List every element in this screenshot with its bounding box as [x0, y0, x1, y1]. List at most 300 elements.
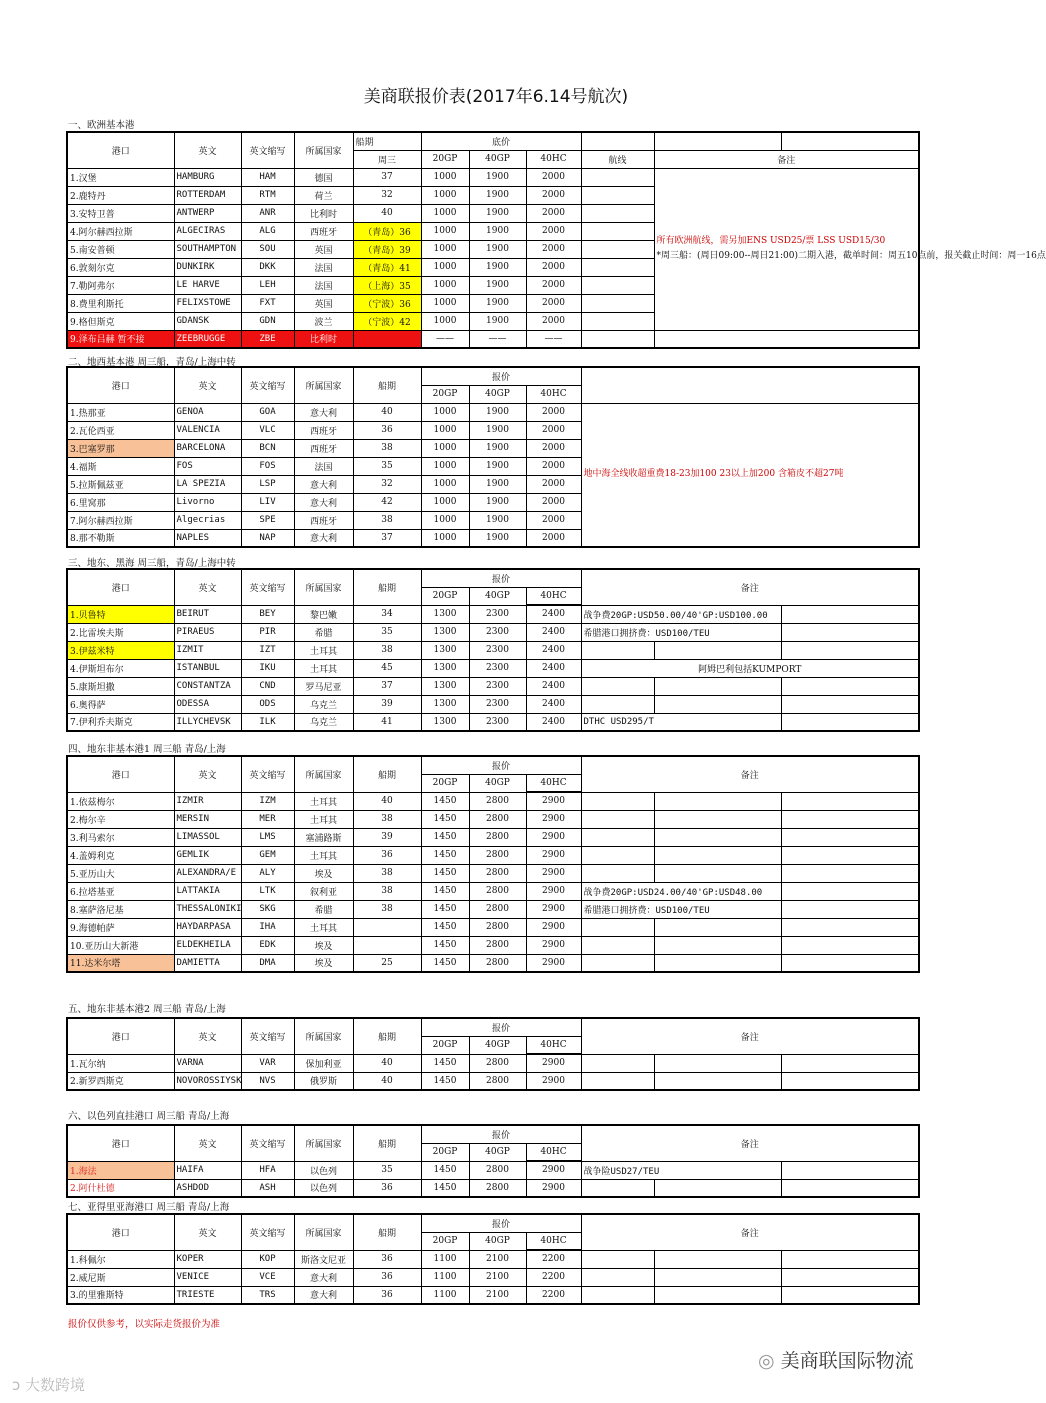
price-cell: 1000 — [421, 276, 469, 294]
port-english: LATTAKIA — [174, 882, 241, 900]
table-row — [67, 864, 919, 882]
price-cell: 2900 — [526, 936, 581, 954]
port-name: 5.康斯坦撒 — [67, 677, 174, 695]
sailing-days: 25 — [353, 954, 421, 972]
price-cell: 1900 — [469, 529, 526, 547]
port-english: VENICE — [174, 1268, 241, 1286]
port-country: 黎巴嫩 — [294, 605, 353, 623]
sailing-days: 40 — [353, 1072, 421, 1090]
price-cell: 1900 — [469, 204, 526, 222]
port-country: 比利时 — [294, 204, 353, 222]
table-row — [67, 623, 919, 641]
port-country: 埃及 — [294, 936, 353, 954]
col-remark: 备注 — [581, 569, 919, 605]
remark-cell-empty — [654, 918, 781, 936]
port-english: ALEXANDRA/E — [174, 864, 241, 882]
col-abbr: 英文缩写 — [241, 1018, 294, 1054]
port-name: 2.瓦伦西亚 — [67, 421, 174, 439]
brand-label: ◎ 美商联国际物流 — [758, 1350, 914, 1372]
table-row — [67, 1250, 919, 1268]
adriatic-table — [66, 1213, 920, 1305]
port-name: 5.亚历山大 — [67, 864, 174, 882]
table-row — [67, 936, 919, 954]
remark-cell-empty — [781, 828, 919, 846]
table-row — [67, 713, 919, 731]
port-code: BCN — [241, 439, 294, 457]
port-english: ODESSA — [174, 695, 241, 713]
table-row — [67, 659, 919, 677]
col-20gp: 20GP — [421, 1232, 469, 1250]
east-med-africa-1-table — [66, 755, 920, 973]
port-name: 11.达米尔塔 — [67, 954, 174, 972]
col-40hc: 40HC — [526, 1036, 581, 1054]
price-cell: 1000 — [421, 421, 469, 439]
table-row — [67, 918, 919, 936]
sailing-days: 45 — [353, 659, 421, 677]
port-country: 土耳其 — [294, 810, 353, 828]
port-english: DAMIETTA — [174, 954, 241, 972]
port-name: 6.里窝那 — [67, 493, 174, 511]
col-abbr: 英文缩写 — [241, 756, 294, 792]
port-country: 法国 — [294, 258, 353, 276]
port-code: KOP — [241, 1250, 294, 1268]
col-40hc: 40HC — [526, 1143, 581, 1161]
price-cell: 2000 — [526, 403, 581, 421]
remark-cell-empty — [654, 1179, 781, 1197]
price-cell: 2900 — [526, 864, 581, 882]
route-cell — [581, 222, 654, 240]
col-sailing: 船期 — [353, 569, 421, 605]
price-cell: 2900 — [526, 1179, 581, 1197]
remark-cell-empty — [581, 936, 654, 954]
port-name: 1.汉堡 — [67, 168, 174, 186]
price-cell: 2000 — [526, 529, 581, 547]
port-country: 乌克兰 — [294, 695, 353, 713]
port-code: IKU — [241, 659, 294, 677]
price-cell: 2000 — [526, 258, 581, 276]
port-country: 埃及 — [294, 864, 353, 882]
disclaimer-note: 报价仅供参考，以实际走货报价为准 — [68, 1319, 221, 1330]
price-cell: 2900 — [526, 1161, 581, 1179]
section-5-heading: 五、地东非基本港2 周三船 青岛/上海 — [68, 1004, 226, 1015]
port-country: 土耳其 — [294, 641, 353, 659]
port-code: VCE — [241, 1268, 294, 1286]
port-code: BEY — [241, 605, 294, 623]
col-20gp: 20GP — [421, 1036, 469, 1054]
remark-cell-empty — [654, 792, 781, 810]
route-cell — [581, 312, 654, 330]
sailing-days: 36 — [353, 1268, 421, 1286]
remark-cell: 战争费20GP:USD24.00/40'GP:USD48.00 — [581, 882, 781, 900]
col-english: 英文 — [174, 569, 241, 605]
port-english: BARCELONA — [174, 439, 241, 457]
port-code: CND — [241, 677, 294, 695]
table-row — [67, 695, 919, 713]
port-english: GDANSK — [174, 312, 241, 330]
price-cell: 2000 — [526, 493, 581, 511]
remark-cell: 阿姆巴利包括KUMPORT — [581, 659, 919, 677]
port-name: 2.新罗西斯克 — [67, 1072, 174, 1090]
price-cell: 1000 — [421, 222, 469, 240]
port-country: 以色列 — [294, 1179, 353, 1197]
remark-cell-empty — [781, 846, 919, 864]
price-cell: 1300 — [421, 623, 469, 641]
price-cell: 1000 — [421, 204, 469, 222]
section-2-heading: 二、地西基本港 周三船，青岛/上海中转 — [68, 357, 236, 368]
remark-cell-empty — [654, 695, 781, 713]
port-code: LMS — [241, 828, 294, 846]
col-port: 港口 — [67, 367, 174, 403]
sailing-days: 36 — [353, 1286, 421, 1304]
col-sailing: 船期 — [353, 367, 421, 403]
port-name: 1.贝鲁特 — [67, 605, 174, 623]
port-code: ANR — [241, 204, 294, 222]
price-cell: 1900 — [469, 421, 526, 439]
remark-cell: 战争费20GP:USD50.00/40'GP:USD100.00 — [581, 605, 781, 623]
price-cell: 1900 — [469, 312, 526, 330]
price-cell: 1450 — [421, 846, 469, 864]
price-cell: 2000 — [526, 276, 581, 294]
port-english: HAMBURG — [174, 168, 241, 186]
port-english: Algecrias — [174, 511, 241, 529]
sailing-days: 41 — [353, 713, 421, 731]
remark-cell-empty — [781, 792, 919, 810]
price-cell: 2400 — [526, 659, 581, 677]
port-code: DKK — [241, 258, 294, 276]
col-abbr: 英文缩写 — [241, 1125, 294, 1161]
remark-cell-empty — [781, 713, 919, 731]
port-code: SPE — [241, 511, 294, 529]
col-20gp: 20GP — [421, 774, 469, 792]
port-country: 土耳其 — [294, 918, 353, 936]
col-abbr: 英文缩写 — [241, 569, 294, 605]
col-20gp: 20GP — [421, 587, 469, 605]
price-cell: 2000 — [526, 312, 581, 330]
port-name: 2.比雷埃夫斯 — [67, 623, 174, 641]
port-name: 2.阿什杜德 — [67, 1179, 174, 1197]
sailing-days — [353, 330, 421, 348]
price-cell: 2000 — [526, 222, 581, 240]
port-english: VARNA — [174, 1054, 241, 1072]
remark-cell-empty — [781, 954, 919, 972]
col-abbr: 英文缩写 — [241, 1214, 294, 1250]
sailing-days: 37 — [353, 168, 421, 186]
col-country: 所属国家 — [294, 1214, 353, 1250]
price-cell: 2400 — [526, 695, 581, 713]
price-cell: 1300 — [421, 695, 469, 713]
price-cell: 2400 — [526, 605, 581, 623]
price-cell: 1900 — [469, 493, 526, 511]
remark-cell-empty — [581, 1286, 654, 1304]
port-english: FOS — [174, 457, 241, 475]
sailing-days: 40 — [353, 1054, 421, 1072]
port-country: 法国 — [294, 276, 353, 294]
port-name: 2.鹿特丹 — [67, 186, 174, 204]
col-english: 英文 — [174, 1018, 241, 1054]
price-cell: —— — [526, 330, 581, 348]
price-cell: 1100 — [421, 1268, 469, 1286]
port-country: 希腊 — [294, 900, 353, 918]
remark-cell-empty — [781, 918, 919, 936]
sailing-days: 37 — [353, 529, 421, 547]
port-code: HAM — [241, 168, 294, 186]
col-sailing: 船期 — [353, 132, 421, 150]
col-english: 英文 — [174, 1214, 241, 1250]
price-cell: 1000 — [421, 529, 469, 547]
col-english: 英文 — [174, 132, 241, 168]
port-name: 6.奥得萨 — [67, 695, 174, 713]
israel-table — [66, 1124, 920, 1198]
remark-cell-empty — [781, 1268, 919, 1286]
remark-cell-empty — [781, 864, 919, 882]
table-row — [67, 641, 919, 659]
price-cell: 2800 — [469, 936, 526, 954]
remark-cell-empty — [781, 695, 919, 713]
port-name: 6.敦刻尔克 — [67, 258, 174, 276]
remark-cell-empty — [581, 1268, 654, 1286]
port-code: SOU — [241, 240, 294, 258]
port-code: PIR — [241, 623, 294, 641]
port-code: VLC — [241, 421, 294, 439]
port-country: 荷兰 — [294, 186, 353, 204]
port-country: 土耳其 — [294, 792, 353, 810]
port-name: 8.费里利斯托 — [67, 294, 174, 312]
port-name: 8.塞萨洛尼基 — [67, 900, 174, 918]
price-cell: 1450 — [421, 954, 469, 972]
port-english: ISTANBUL — [174, 659, 241, 677]
port-country: 西班牙 — [294, 439, 353, 457]
port-name: 3.巴塞罗那 — [67, 439, 174, 457]
col-english: 英文 — [174, 1125, 241, 1161]
port-english: BEIRUT — [174, 605, 241, 623]
price-cell: 2300 — [469, 713, 526, 731]
col-sailing: 船期 — [353, 756, 421, 792]
price-cell: 2800 — [469, 1054, 526, 1072]
remark-cell-empty — [654, 828, 781, 846]
port-code: NVS — [241, 1072, 294, 1090]
col-40gp: 40GP — [469, 385, 526, 403]
price-cell: 1900 — [469, 439, 526, 457]
price-cell: 1000 — [421, 493, 469, 511]
port-code: EDK — [241, 936, 294, 954]
col-20gp: 20GP — [421, 385, 469, 403]
price-cell: 2300 — [469, 623, 526, 641]
port-english: ZEEBRUGGE — [174, 330, 241, 348]
col-price: 报价 — [421, 367, 581, 385]
remark-cell-empty — [581, 828, 654, 846]
price-cell: —— — [421, 330, 469, 348]
sailing-days: 36 — [353, 846, 421, 864]
port-english: NOVOROSSIYSK — [174, 1072, 241, 1090]
remark-cell — [654, 330, 919, 348]
port-code: DMA — [241, 954, 294, 972]
port-name: 1.海法 — [67, 1161, 174, 1179]
remark-cell-empty — [781, 1179, 919, 1197]
port-name: 6.拉塔基亚 — [67, 882, 174, 900]
port-name: 1.依兹梅尔 — [67, 792, 174, 810]
sailing-days: 32 — [353, 475, 421, 493]
price-cell: 2900 — [526, 810, 581, 828]
port-code: ALY — [241, 864, 294, 882]
price-cell: 1900 — [469, 186, 526, 204]
table-row — [67, 330, 919, 348]
remark-cell: 希腊港口拥挤费：USD100/TEU — [581, 623, 781, 641]
remark-cell-empty — [781, 1250, 919, 1268]
col-price: 报价 — [421, 1214, 581, 1232]
price-cell: 1450 — [421, 882, 469, 900]
col-40hc: 40HC — [526, 150, 581, 168]
remark-cell-empty — [654, 1286, 781, 1304]
col-remark: 备注 — [581, 1125, 919, 1161]
price-cell: 1450 — [421, 828, 469, 846]
port-code: GEM — [241, 846, 294, 864]
price-cell: 2400 — [526, 677, 581, 695]
port-name: 4.福斯 — [67, 457, 174, 475]
remark-cell-empty — [581, 846, 654, 864]
port-code: FXT — [241, 294, 294, 312]
sailing-days: （青岛）41 — [353, 258, 421, 276]
port-name: 2.威尼斯 — [67, 1268, 174, 1286]
port-name: 7.阿尔赫西拉斯 — [67, 511, 174, 529]
port-code: NAP — [241, 529, 294, 547]
remark-cell-empty — [781, 677, 919, 695]
price-cell: 1000 — [421, 294, 469, 312]
port-english: FELIXSTOWE — [174, 294, 241, 312]
remark-cell-empty — [781, 1054, 919, 1072]
table-row — [67, 605, 919, 623]
port-country: 保加利亚 — [294, 1054, 353, 1072]
west-med-price-table — [66, 366, 920, 548]
price-cell: 1000 — [421, 475, 469, 493]
port-country: 意大利 — [294, 403, 353, 421]
port-english: LE HARVE — [174, 276, 241, 294]
price-cell: 2900 — [526, 1072, 581, 1090]
port-english: CONSTANTZA — [174, 677, 241, 695]
port-name: 9.海德帕萨 — [67, 918, 174, 936]
remark-cell: 战争险USD27/TEU — [581, 1161, 781, 1179]
sailing-days — [353, 936, 421, 954]
route-cell — [581, 258, 654, 276]
price-cell: 1450 — [421, 1072, 469, 1090]
port-code: VAR — [241, 1054, 294, 1072]
port-country: 罗马尼亚 — [294, 677, 353, 695]
sailing-days: （宁波）36 — [353, 294, 421, 312]
port-country: 意大利 — [294, 475, 353, 493]
section-1-heading: 一、欧洲基本港 — [68, 120, 135, 131]
price-cell: 2100 — [469, 1286, 526, 1304]
price-cell: 1100 — [421, 1286, 469, 1304]
port-country: 意大利 — [294, 1268, 353, 1286]
port-country: 意大利 — [294, 529, 353, 547]
sailing-days: 35 — [353, 457, 421, 475]
remark-cell-empty — [581, 864, 654, 882]
col-port: 港口 — [67, 756, 174, 792]
sailing-days: 32 — [353, 186, 421, 204]
sailing-days: 36 — [353, 1250, 421, 1268]
port-english: HAIFA — [174, 1161, 241, 1179]
price-cell: 2000 — [526, 439, 581, 457]
table-row — [67, 828, 919, 846]
port-name: 5.南安普顿 — [67, 240, 174, 258]
col-country: 所属国家 — [294, 756, 353, 792]
port-code: LSP — [241, 475, 294, 493]
port-code: SKG — [241, 900, 294, 918]
price-cell: 1300 — [421, 713, 469, 731]
price-cell: 1450 — [421, 1179, 469, 1197]
port-name: 1.科佩尔 — [67, 1250, 174, 1268]
remark-cell-empty — [654, 864, 781, 882]
sailing-days: 40 — [353, 403, 421, 421]
remark-cell-empty — [781, 900, 919, 918]
remark-cell-empty — [581, 1250, 654, 1268]
col-port: 港口 — [67, 1214, 174, 1250]
sailing-days: 36 — [353, 421, 421, 439]
price-cell: 2800 — [469, 828, 526, 846]
price-cell: 2000 — [526, 294, 581, 312]
section-6-heading: 六、以色列直挂港口 周三船 青岛/上海 — [68, 1111, 230, 1122]
port-name: 1.热那亚 — [67, 403, 174, 421]
sailing-days: 38 — [353, 511, 421, 529]
remark-cell-empty — [781, 1072, 919, 1090]
remark-cell-empty — [654, 1054, 781, 1072]
port-name: 3.利马索尔 — [67, 828, 174, 846]
port-english: DUNKIRK — [174, 258, 241, 276]
col-remark: 备注 — [581, 1214, 919, 1250]
port-code: RTM — [241, 186, 294, 204]
col-base-price: 底价 — [421, 132, 581, 150]
port-country: 埃及 — [294, 954, 353, 972]
price-cell: 2200 — [526, 1286, 581, 1304]
col-country: 所属国家 — [294, 569, 353, 605]
port-english: ALGECIRAS — [174, 222, 241, 240]
port-english: THESSALONIKI — [174, 900, 241, 918]
port-name: 10.亚历山大新港 — [67, 936, 174, 954]
port-country: 塞浦路斯 — [294, 828, 353, 846]
sailing-days: 34 — [353, 605, 421, 623]
price-cell: 2800 — [469, 846, 526, 864]
port-country: 以色列 — [294, 1161, 353, 1179]
col-country: 所属国家 — [294, 132, 353, 168]
port-english: KOPER — [174, 1250, 241, 1268]
price-cell: 2100 — [469, 1250, 526, 1268]
east-med-africa-2-table — [66, 1017, 920, 1091]
port-english: SOUTHAMPTON — [174, 240, 241, 258]
port-english: GEMLIK — [174, 846, 241, 864]
table-row — [67, 954, 919, 972]
route-cell — [581, 240, 654, 258]
col-english: 英文 — [174, 367, 241, 403]
sailing-days: 38 — [353, 900, 421, 918]
price-cell: 1300 — [421, 677, 469, 695]
route-cell — [581, 330, 654, 348]
remark-cell: DTHC USD295/T — [581, 713, 781, 731]
section-4-heading: 四、地东非基本港1 周三船 青岛/上海 — [68, 744, 226, 755]
remark-cell-empty — [781, 936, 919, 954]
port-country: 西班牙 — [294, 421, 353, 439]
port-name: 2.梅尔辛 — [67, 810, 174, 828]
remark-cell-empty — [581, 792, 654, 810]
col-40gp: 40GP — [469, 587, 526, 605]
price-cell: 1900 — [469, 403, 526, 421]
price-cell: 1900 — [469, 294, 526, 312]
remark-cell: 地中海全线收超重费18-23加100 23以上加200 含箱皮不超27吨 — [581, 403, 919, 547]
table-row — [67, 846, 919, 864]
price-cell: 1300 — [421, 659, 469, 677]
price-cell: 1000 — [421, 403, 469, 421]
port-english: ASHDOD — [174, 1179, 241, 1197]
port-name: 3.伊兹米特 — [67, 641, 174, 659]
watermark: ↄ 大数跨境 — [12, 1376, 86, 1394]
